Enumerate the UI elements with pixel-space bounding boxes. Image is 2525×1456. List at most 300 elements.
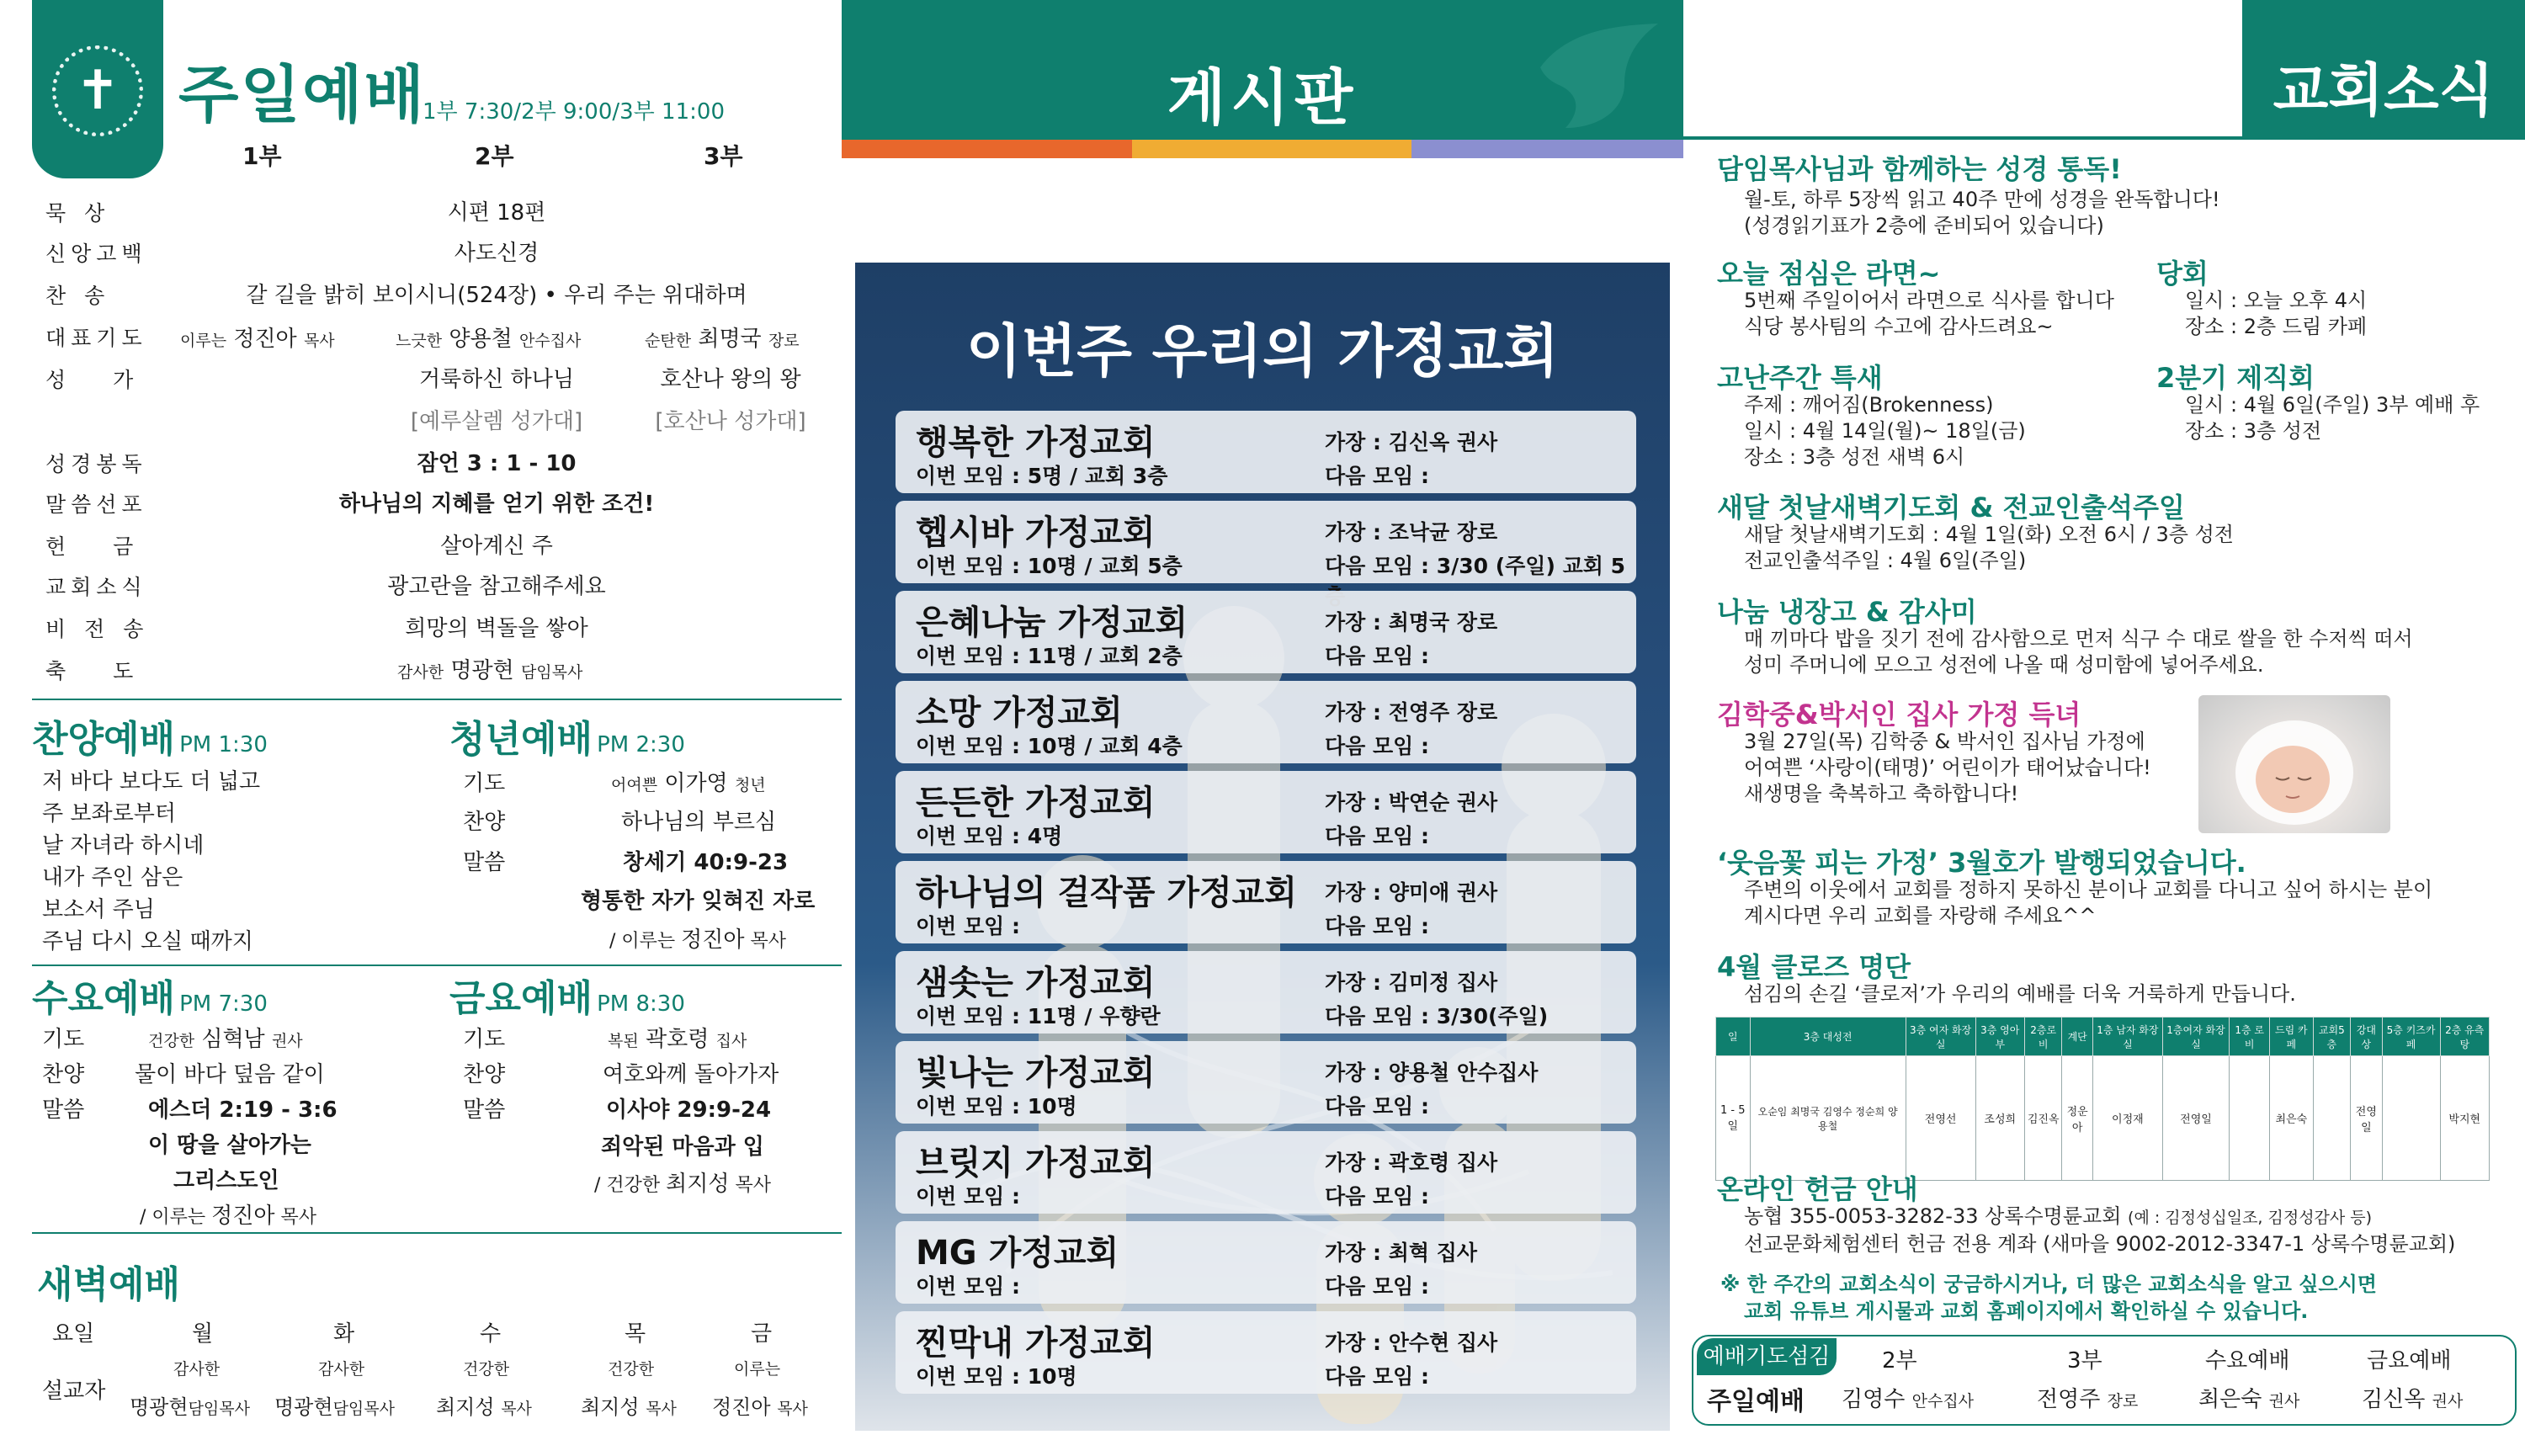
church-news-column: [1683, 0, 2525, 1456]
title: 집사: [715, 1032, 747, 1050]
newborn-photo: [2198, 695, 2390, 833]
th: 2층 유측탕: [2440, 1018, 2489, 1056]
passion-body: [1744, 392, 2026, 470]
td: [2230, 1056, 2270, 1181]
label: 찬양: [463, 1062, 506, 1087]
house-church-card: [896, 951, 1636, 1034]
group-leader: 가장 : 최명국 장로: [1325, 610, 1498, 635]
fridge-title: 나눔 냉장고 & 감사미: [1717, 596, 1977, 628]
label: 기도: [463, 771, 506, 796]
td: 박지현: [2440, 1056, 2489, 1181]
text: 5번째 주일이어서 라면으로 식사를 합니다: [1744, 289, 2114, 312]
benediction: [397, 653, 582, 684]
group-last: 이번 모임 : 10명 / 교회 5층: [916, 554, 1183, 578]
closer-table: [1715, 1017, 2490, 1181]
name: 정진아: [681, 927, 745, 953]
adj: 건강한: [148, 1032, 195, 1050]
magazine-body: [1744, 877, 2432, 929]
dawn-preacher-thu: [581, 1390, 677, 1420]
group-leader: 가장 : 박연순 권사: [1325, 790, 1498, 815]
title: 장로: [768, 332, 800, 350]
fri-time: PM 8:30: [597, 991, 685, 1017]
col-2: 2부: [475, 142, 514, 170]
group-next: 다음 모임 :: [1325, 464, 1430, 488]
text: 3월 27일(목) 김학중 & 박서인 집사님 가정에: [1744, 730, 2145, 753]
staff-body: [2185, 392, 2480, 444]
text: 주변의 이웃에서 교회를 정하지 못하신 분이나 교회를 다니고 싶어 하시는 분이: [1744, 878, 2433, 901]
row-value: 희망의 벽돌을 쌓아: [405, 616, 588, 641]
youth-preacher: [609, 922, 786, 954]
row-value: 시편 18편: [447, 200, 546, 226]
row-value: 사도신경: [454, 241, 540, 266]
prayer-col-head: 수요예배: [2205, 1348, 2290, 1374]
name: 명광현: [130, 1395, 189, 1419]
th: 1층 로비: [2230, 1018, 2270, 1056]
stripe-yellow: [1132, 140, 1411, 158]
group-next: 다음 모임 :: [1325, 734, 1430, 758]
fri-title: 금요예배: [449, 977, 593, 1020]
wed-time: PM 7:30: [179, 991, 268, 1017]
baby-illustration: [2198, 695, 2390, 833]
house-church-card: [896, 411, 1636, 493]
td: 전영일: [2162, 1056, 2229, 1181]
label: 찬양: [42, 1062, 85, 1087]
group-last: 이번 모임 : 11명 / 교회 2층: [916, 644, 1183, 668]
td: 오순임 최명국 김영수 정순희 양용철: [1750, 1056, 1906, 1181]
house-church-card: [896, 771, 1636, 853]
adj: / 건강한: [594, 1175, 661, 1196]
adj: 순탄한: [645, 332, 692, 350]
title: 장로: [2107, 1392, 2139, 1411]
dawnprayer-title: 새달 첫날새벽기도회 & 전교인출석주일: [1717, 492, 2185, 523]
text: 어여쁜 ‘사랑이(태명)’ 어린이가 태어났습니다!: [1744, 756, 2151, 779]
text: 일시 : 4월 6일(주일) 3부 예배 후: [2185, 393, 2480, 417]
group-next: 다음 모임 :: [1325, 1094, 1430, 1119]
staff-title: 2분기 제직회: [2156, 362, 2315, 394]
group-next: 다음 모임 :: [1325, 1364, 1430, 1389]
passion-title: 고난주간 특새: [1717, 362, 1883, 394]
td: 전영선: [1906, 1056, 1975, 1181]
title: 안수집사: [1911, 1392, 1975, 1411]
text: 장소 : 2층 드림 카페: [2185, 315, 2368, 338]
adj: 감사한: [318, 1360, 365, 1379]
group-next: 다음 모임 :: [1325, 1274, 1430, 1299]
row-label: 묵상: [45, 201, 124, 226]
closer-header-row: [1716, 1018, 2490, 1056]
wed-sermon-2: 그리스도인: [173, 1168, 279, 1193]
group-name: 헵시바 가정교회: [916, 513, 1156, 552]
name: 정진아: [211, 1204, 275, 1229]
prayer-col-person: [2037, 1382, 2138, 1413]
col-1: 1부: [242, 142, 282, 170]
row-label: 신앙고백: [45, 242, 147, 266]
adj: 이루는: [734, 1360, 781, 1379]
fri-heading: [449, 968, 685, 1022]
group-name: 은혜나눔 가정교회: [916, 603, 1188, 642]
row-label: 성경봉독: [45, 452, 147, 476]
group-next: 다음 모임 : 3/30 (주일) 교회 5: [1325, 554, 1625, 578]
row-label: 교회소식: [45, 575, 147, 599]
group-last: 이번 모임 : 10명: [916, 1364, 1077, 1389]
group-name: 샘솟는 가정교회: [916, 964, 1156, 1002]
text: (예 : 김정성십일조, 김정성감사 등): [2128, 1209, 2373, 1227]
sunday-times: 1부 7:30/2부 9:00/3부 11:00: [423, 99, 725, 125]
praise-title: 찬양예배: [32, 718, 176, 761]
text: 일시 : 4월 14일(월)~ 18일(금): [1744, 419, 2026, 443]
td: [2313, 1056, 2350, 1181]
th: 드림 카페: [2270, 1018, 2314, 1056]
wed-prayer: [148, 1022, 303, 1053]
name: 곽호령: [645, 1027, 710, 1052]
col-3: 3부: [704, 142, 743, 170]
group-last: 이번 모임 : 5명 / 교회 3층: [916, 464, 1168, 488]
name: 최명국: [698, 327, 762, 352]
title: 안수집사: [518, 332, 582, 350]
row-label: 비전송: [45, 617, 162, 641]
title: 권사: [2432, 1392, 2464, 1411]
text: 새달 첫날새벽기도회 : 4월 1일(화) 오전 6시 / 3층 성전: [1744, 523, 2234, 546]
fri-scripture: 이사야 29:9-24: [606, 1097, 772, 1123]
name: 명광현: [450, 658, 514, 683]
th: 계단: [2062, 1018, 2093, 1056]
name: 이가영: [664, 771, 728, 796]
text: 장소 : 3층 성전 새벽 6시: [1744, 445, 1965, 469]
group-leader: 가장 : 김미정 집사: [1325, 970, 1498, 995]
group-last: 이번 모임 : 10명: [916, 1094, 1077, 1119]
song: 주 보좌로부터: [42, 801, 176, 826]
youth-scripture: 창세기 40:9-23: [623, 850, 789, 875]
title: 담임목사: [520, 663, 583, 682]
label: 말씀: [463, 850, 506, 875]
name: 김영수: [1842, 1387, 1906, 1412]
council-title: 당회: [2156, 258, 2209, 290]
text: 일시 : 오늘 오후 4시: [2185, 289, 2368, 312]
youth-title: 청년예배: [449, 718, 593, 761]
song: 내가 주인 삼은: [42, 865, 183, 890]
title: 목사: [735, 1175, 772, 1196]
house-church-card: [896, 1041, 1636, 1124]
label: 말씀: [463, 1097, 506, 1123]
group-name: MG 가정교회: [916, 1234, 1119, 1273]
title: 목사: [280, 1207, 317, 1228]
stripe-orange: [842, 140, 1132, 158]
prayer-col-person: [2198, 1382, 2299, 1413]
bible-title: 담임목사님과 함께하는 성경 통독!: [1717, 153, 2122, 185]
row-label: 축도: [45, 659, 181, 683]
day-wed: 수: [480, 1321, 502, 1347]
th: 3층 여자 화장실: [1906, 1018, 1975, 1056]
anthem-2: 거룩하신 하나님: [418, 367, 575, 392]
td: [2382, 1056, 2440, 1181]
th: 강대상: [2351, 1018, 2383, 1056]
dawn-preacher-wed: [436, 1390, 532, 1420]
group-last: 이번 모임 :: [916, 1184, 1021, 1209]
adj: 건강한: [463, 1360, 510, 1379]
adj: 어여쁜: [611, 776, 658, 794]
td: 전영일: [2351, 1056, 2383, 1181]
name: 최지성: [581, 1395, 640, 1419]
praise-songs: [42, 766, 260, 958]
wed-heading: [32, 968, 268, 1022]
text: (성경읽기표가 2층에 준비되어 있습니다): [1744, 214, 2104, 237]
choir-3: [호산나 성가대]: [655, 409, 806, 434]
bible-body: [1744, 187, 2220, 239]
wed-song: 물이 바다 덮음 같이: [135, 1062, 325, 1087]
row-value: 잠언 3 : 1 - 10: [417, 451, 577, 476]
group-leader: 가장 : 김신옥 권사: [1325, 430, 1498, 454]
text: 식당 봉사팀의 수고에 감사드려요~: [1744, 315, 2054, 338]
youth-heading: [449, 709, 685, 763]
group-name: 빛나는 가정교회: [916, 1054, 1156, 1092]
group-name: 찐막내 가정교회: [916, 1324, 1156, 1363]
header-rule: [1683, 136, 2242, 140]
song: 날 자녀라 하시네: [42, 833, 205, 858]
title: 목사: [303, 332, 335, 350]
title: 권사: [271, 1032, 303, 1050]
name: 심혁남: [201, 1027, 265, 1052]
closer-desc: 섬김의 손길 ‘클로저’가 우리의 예배를 더욱 거룩하게 만듭니다.: [1744, 982, 2296, 1006]
th: 1층여자 화장실: [2162, 1018, 2229, 1056]
td: 조성희: [1975, 1056, 2024, 1181]
text: 농협 355-0053-3282-33 상록수명륜교회: [1744, 1204, 2122, 1228]
lunch-body: [1744, 288, 2114, 340]
prayer-row-label: 주일예배: [1707, 1387, 1805, 1416]
house-church-card: [896, 1131, 1636, 1214]
text: 새생명을 축복하고 축하합니다!: [1744, 782, 2019, 805]
group-next: 다음 모임 : 3/30(주일): [1325, 1004, 1549, 1028]
group-name: 든든한 가정교회: [916, 784, 1156, 822]
prayer-col-head: 3부: [2067, 1348, 2102, 1374]
sunday-title: 주일예배: [178, 59, 426, 131]
prayer-col-person: [1842, 1382, 1974, 1413]
th: 3층 영아부: [1975, 1018, 2024, 1056]
dawn-preacher-fri: [712, 1390, 808, 1420]
group-last: 이번 모임 : 4명: [916, 824, 1063, 848]
label: 찬양: [463, 810, 506, 835]
table-row: [1716, 1056, 2490, 1181]
dawn-preacher-mon: [130, 1390, 250, 1420]
divider: [32, 1232, 842, 1234]
cross-icon: ✝: [75, 60, 120, 122]
prayer-3: [645, 321, 800, 353]
text: 월-토, 하루 5장씩 읽고 40주 만에 성경을 완독합니다!: [1744, 188, 2220, 211]
prayer-col-person: [2362, 1382, 2463, 1413]
council-body: [2185, 288, 2367, 340]
dawnprayer-body: [1744, 522, 2234, 574]
house-church-card: [896, 861, 1636, 943]
th: 1층 남자 화장실: [2092, 1018, 2162, 1056]
day-label: 요일: [52, 1321, 95, 1347]
text: 장소 : 3층 성전: [2185, 419, 2322, 443]
house-church-board: [855, 263, 1670, 1431]
day-tue: 화: [333, 1321, 355, 1347]
group-leader: 가장 : 안수현 집사: [1325, 1331, 1498, 1355]
text: 계시다면 우리 교회를 자랑해 주세요^^: [1744, 904, 2097, 927]
name: 양용철: [449, 327, 513, 352]
group-name: 브릿지 가정교회: [916, 1144, 1156, 1182]
title: 목사: [777, 1400, 808, 1418]
bulletin-board-column: [842, 0, 1683, 1456]
prayer-col-head: 2부: [1882, 1348, 1917, 1374]
adj: 감사한: [397, 663, 444, 682]
row-value: 광고란을 참고해주세요: [387, 574, 606, 599]
adj: / 이루는: [140, 1207, 206, 1228]
td: 김진옥: [2024, 1056, 2061, 1181]
fri-preacher: [594, 1166, 771, 1198]
group-name: 행복한 가정교회: [916, 423, 1156, 462]
house-church-card: [896, 681, 1636, 763]
magazine-title: ‘웃음꽃 피는 가정’ 3월호가 발행되었습니다.: [1717, 847, 2246, 879]
song: 주님 다시 오실 때까지: [42, 929, 253, 954]
youth-sermon: 형통한 자가 잊혀진 자로: [581, 889, 816, 914]
notice: [1720, 1271, 2377, 1325]
group-next: 다음 모임 :: [1325, 914, 1430, 938]
group-next: 다음 모임 :: [1325, 1184, 1430, 1209]
text: 매 끼마다 밥을 짓기 전에 감사함으로 먼저 식구 수 대로 쌀을 한 수저씩 떠서: [1744, 627, 2413, 651]
group-last: 이번 모임 : 10명 / 교회 4층: [916, 734, 1183, 758]
house-church-card: [896, 1221, 1636, 1304]
text: 선교문화체험센터 헌금 전용 계좌 (새마을 9002-2012-3347-1 상록수명륜교회): [1744, 1232, 2456, 1256]
adj: 느긋한: [396, 332, 443, 350]
praise-time: PM 1:30: [179, 732, 268, 757]
offering-title: 온라인 헌금 안내: [1717, 1173, 1918, 1205]
youth-time: PM 2:30: [597, 732, 685, 757]
name: 최지성: [666, 1172, 730, 1197]
row-label: 헌금: [45, 534, 181, 559]
prayer-service-label: 예배기도섬김: [1697, 1338, 1837, 1375]
text: ※ 한 주간의 교회소식이 궁금하시거나, 더 많은 교회소식을 알고 싶으시면: [1720, 1273, 2377, 1296]
group-leader: 가장 : 양용철 안수집사: [1325, 1060, 1539, 1085]
name: 최은숙: [2198, 1387, 2262, 1412]
row-value: 살아계신 주: [440, 534, 553, 559]
song: 보소서 주님: [42, 897, 155, 922]
td: 이정재: [2092, 1056, 2162, 1181]
stripe-purple: [1411, 140, 1683, 158]
th: 교회5층: [2313, 1018, 2350, 1056]
th: 일: [1716, 1018, 1751, 1056]
th: 3층 대성전: [1750, 1018, 1906, 1056]
group-leader: 가장 : 전영주 장로: [1325, 700, 1498, 725]
wed-sermon-1: 이 땅을 살아가는: [148, 1133, 311, 1158]
name: 전영주: [2037, 1387, 2101, 1412]
fri-song: 여호와께 돌아가자: [603, 1062, 779, 1087]
house-church-card: [896, 501, 1636, 583]
name: 김신옥: [2362, 1387, 2426, 1412]
th: 5층 키즈카페: [2382, 1018, 2440, 1056]
label: 기도: [42, 1027, 85, 1052]
row-label: 찬송: [45, 284, 124, 308]
prayer-2: [396, 321, 581, 353]
group-next: 다음 모임 :: [1325, 824, 1430, 848]
row-value: 갈 길을 밝히 보이시니(524장) • 우리 주는 위대하며: [246, 283, 747, 308]
adj: 감사한: [173, 1360, 221, 1379]
group-leader: 가장 : 곽호령 집사: [1325, 1150, 1498, 1175]
cross-badge: [32, 0, 163, 178]
anthem-3: 호산나 왕의 왕: [660, 367, 801, 392]
day-fri: 금: [751, 1321, 773, 1347]
adj: 복된: [608, 1032, 639, 1050]
text: 주제 : 깨어짐(Brokenness): [1744, 393, 1994, 417]
adj: / 이루는: [609, 931, 676, 952]
day-mon: 월: [192, 1321, 214, 1347]
adj: 건강한: [608, 1360, 655, 1379]
fri-sermon: 죄악된 마음과 입: [601, 1135, 764, 1160]
text: 교회 유튜브 게시물과 교회 홈페이지에서 확인하실 수 있습니다.: [1744, 1299, 2309, 1323]
group-name: 하나님의 걸작품 가정교회: [916, 874, 1297, 912]
sermon-title: 하나님의 지혜를 얻기 위한 조건!: [338, 492, 655, 517]
song: 저 바다 보다도 더 넓고: [42, 769, 261, 794]
title: 목사: [646, 1400, 677, 1418]
text: 성미 주머니에 모으고 성전에 나올 때 성미함에 넣어주세요.: [1744, 653, 2264, 677]
youth-song: 하나님의 부르심: [621, 810, 777, 835]
title: 담임목사: [188, 1400, 250, 1418]
fri-prayer: [608, 1022, 747, 1053]
group-leader: 가장 : 양미애 권사: [1325, 880, 1498, 905]
label: 말씀: [42, 1097, 85, 1123]
wed-preacher: [140, 1198, 316, 1230]
title: 권사: [2268, 1392, 2300, 1411]
name: 정진아: [712, 1395, 771, 1419]
td: 최은숙: [2270, 1056, 2314, 1181]
title: 담임목사: [332, 1400, 395, 1418]
fridge-body: [1744, 626, 2413, 678]
dawn-title: 새벽예배: [37, 1263, 181, 1306]
th: 2층로비: [2024, 1018, 2061, 1056]
label: 기도: [463, 1027, 506, 1052]
praise-heading: [32, 709, 268, 763]
prayer-col-head: 금요예배: [2367, 1348, 2452, 1374]
day-thu: 목: [625, 1321, 646, 1347]
title: 목사: [750, 931, 787, 952]
youth-prayer: [611, 766, 766, 797]
news-header-title: 교회소식: [2272, 58, 2495, 125]
title: 목사: [501, 1400, 532, 1418]
row-label: 성가: [45, 368, 181, 392]
board-title: 이번주 우리의 가정교회: [965, 319, 1560, 385]
house-church-card: [896, 1311, 1636, 1394]
offering-body: [1744, 1204, 2455, 1257]
adj: 이루는: [180, 332, 227, 350]
choir-2: [예루살렘 성가대]: [410, 409, 583, 434]
row-label: 말씀선포: [45, 492, 147, 517]
group-last: 이번 모임 :: [916, 1274, 1021, 1299]
name: 명광현: [274, 1395, 333, 1419]
td: 1 - 5일: [1716, 1056, 1751, 1181]
worship-order-column: [0, 0, 842, 1456]
td: 정운아: [2062, 1056, 2093, 1181]
wed-scripture: 에스더 2:19 - 3:6: [148, 1097, 338, 1123]
group-next: 다음 모임 :: [1325, 644, 1430, 668]
preacher-label: 설교자: [42, 1379, 106, 1404]
board-header-title: 게시판: [1167, 62, 1358, 133]
name: 최지성: [436, 1395, 495, 1419]
birth-body: [1744, 729, 2151, 807]
name: 정진아: [233, 327, 297, 352]
house-church-card: [896, 591, 1636, 673]
group-leader: 가장 : 조낙균 장로: [1325, 520, 1498, 545]
group-leader: 가장 : 최혁 집사: [1325, 1241, 1478, 1265]
row-label: 대표기도: [45, 326, 147, 350]
dawn-preacher-tue: [274, 1390, 395, 1420]
group-last: 이번 모임 : 11명 / 우향란: [916, 1004, 1161, 1028]
birth-title: 김학중&박서인 집사 가정 득녀: [1717, 699, 2081, 731]
closer-title: 4월 클로즈 명단: [1717, 951, 1911, 983]
prayer-1: [180, 321, 335, 353]
group-name: 소망 가정교회: [916, 693, 1123, 732]
title: 청년: [734, 776, 766, 794]
text: 전교인출석주일 : 4월 6일(주일): [1744, 549, 2027, 572]
wed-title: 수요예배: [32, 977, 176, 1020]
